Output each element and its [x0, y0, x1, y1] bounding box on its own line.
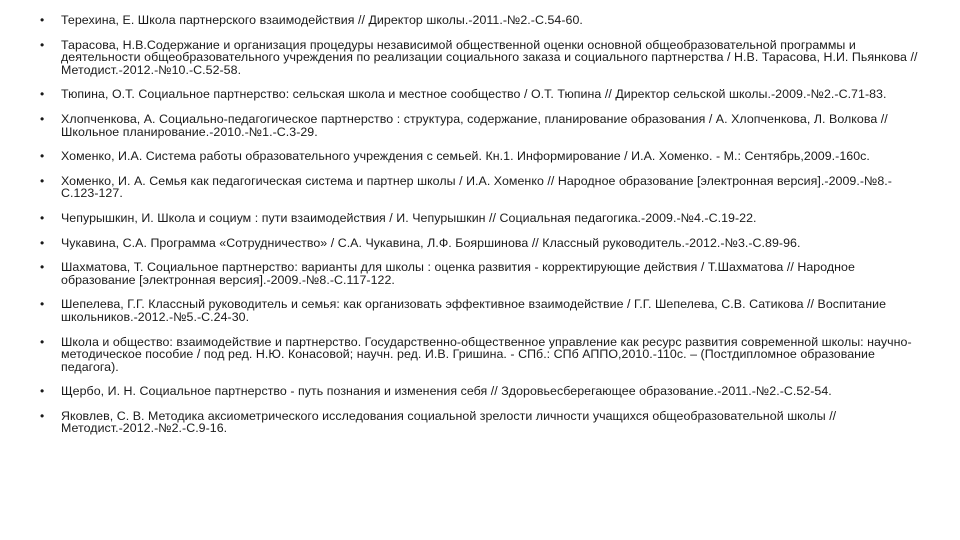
- reference-item: • Чукавина, С.А. Программа «Сотрудничество» / С.А. Чукавина, Л.Ф. Бояршинова // Классный руководитель.-2012.-№3.-С.89-96.: [40, 237, 920, 250]
- reference-item: • Шахматова, Т. Социальное партнерство: варианты для школы : оценка развития - корректирующие действия / Т.Шахматова // Народное образование [электронная версия].-2009.-№8.-С.117-122.: [40, 261, 920, 286]
- reference-item: • Хоменко, И.А. Система работы образовательного учреждения с семьей. Кн.1. Информирование / И.А. Хоменко. - М.: Сентябрь,2009.-160с.: [40, 150, 920, 163]
- reference-item: • Терехина, Е. Школа партнерского взаимодействия // Директор школы.-2011.-№2.-С.54-60.: [40, 14, 920, 27]
- reference-item: • Чепурышкин, И. Школа и социум : пути взаимодействия / И. Чепурышкин // Социальная педагогика.-2009.-№4.-С.19-22.: [40, 212, 920, 225]
- reference-item: • Тарасова, Н.В.Содержание и организация процедуры независимой общественной оценки основной общеобразовательной программы и деятельности общеобразовательного учреждения по реализации социального заказа и социального партнерства / Н.В. Тарасова, Н.И. Пьянкова //Методист.-2012.-№10.-С.52-58.: [40, 39, 920, 77]
- reference-item: • Хлопченкова, А. Социально-педагогическое партнерство : структура, содержание, планирование образования / А. Хлопченкова, Л. Волкова // Школьное планирование.-2010.-№1.-С.3-29.: [40, 113, 920, 138]
- reference-item: • Школа и общество: взаимодействие и партнерство. Государственно-общественное управление как ресурс развития современной школы: научно-методическое пособие / под ред. Н.Ю. Конасовой; научн. ред. И.В. Гришина. - СПб.: СПб АППО,2010.-110с. – (Постдипломное образование педагога).: [40, 336, 920, 374]
- reference-item: • Яковлев, С. В. Методика аксиометрического исследования социальной зрелости личности учащихся общеобразовательной школы // Методист.-2012.-№2.-С.9-16.: [40, 410, 920, 435]
- reference-item: • Тюпина, О.Т. Социальное партнерство: сельская школа и местное сообщество / О.Т. Тюпина // Директор сельской школы.-2009.-№2.-С.71-83.: [40, 88, 920, 101]
- reference-list: [40, 14, 920, 435]
- reference-item: • Щербо, И. Н. Социальное партнерство - путь познания и изменения себя // Здоровьесберегающее образование.-2011.-№2.-С.52-54.: [40, 385, 920, 398]
- reference-item: • Хоменко, И. А. Семья как педагогическая система и партнер школы / И.А. Хоменко // Народное образование [электронная версия].-2009.-№8.-С.123-127.: [40, 175, 920, 200]
- reference-item: • Шепелева, Г.Г. Классный руководитель и семья: как организовать эффективное взаимодействие / Г.Г. Шепелева, С.В. Сатикова // Воспитание школьников.-2012.-№5.-С.24-30.: [40, 298, 920, 323]
